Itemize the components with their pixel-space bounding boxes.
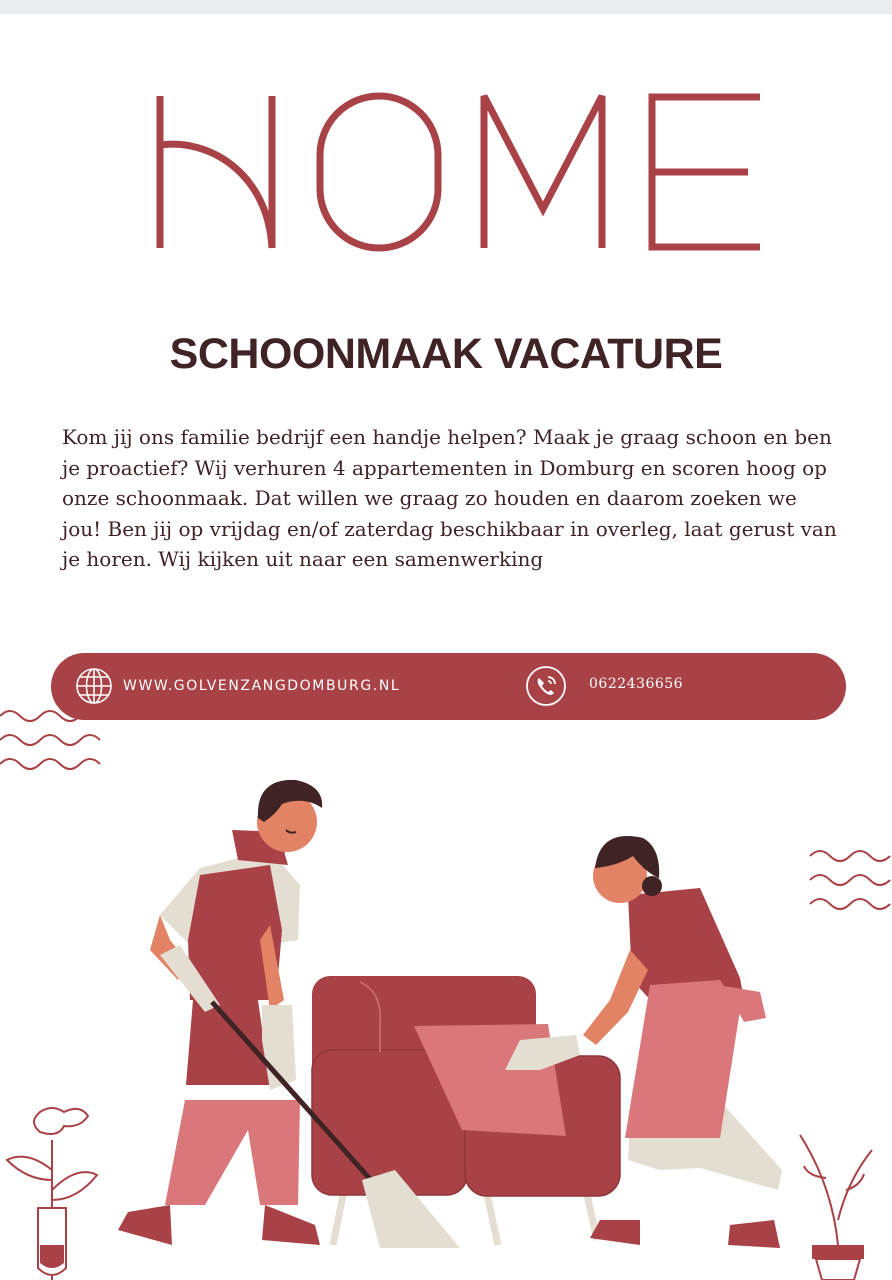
phone-number[interactable]: 0622436656 — [589, 676, 684, 692]
home-logo — [150, 92, 770, 254]
website-link[interactable]: WWW.GOLVENZANGDOMBURG.NL — [123, 678, 401, 694]
intro-paragraph: Kom jij ons familie bedrijf een handje helpen? Maak je graag schoon en ben je proactief? Wij verhuren 4 appartementen in Domburg en scoren hoog op onze schoonmaak. Dat willen we graag zo houden en daarom zoeken we jou! Ben jij op vrijdag en/of zaterdag beschikbaar in overleg, laat gerust van je horen. Wij kijken uit naar een samenwerking — [62, 425, 837, 571]
right-potted-plant — [800, 1135, 872, 1280]
left-flower-vase — [7, 1108, 97, 1280]
armchair — [312, 976, 620, 1245]
cleaning-illustration — [0, 700, 892, 1280]
wave-decoration-right — [810, 851, 890, 909]
wave-decoration-left — [0, 711, 100, 769]
headline: SCHOONMAAK VACATURE — [169, 330, 723, 378]
top-strip — [0, 0, 892, 14]
